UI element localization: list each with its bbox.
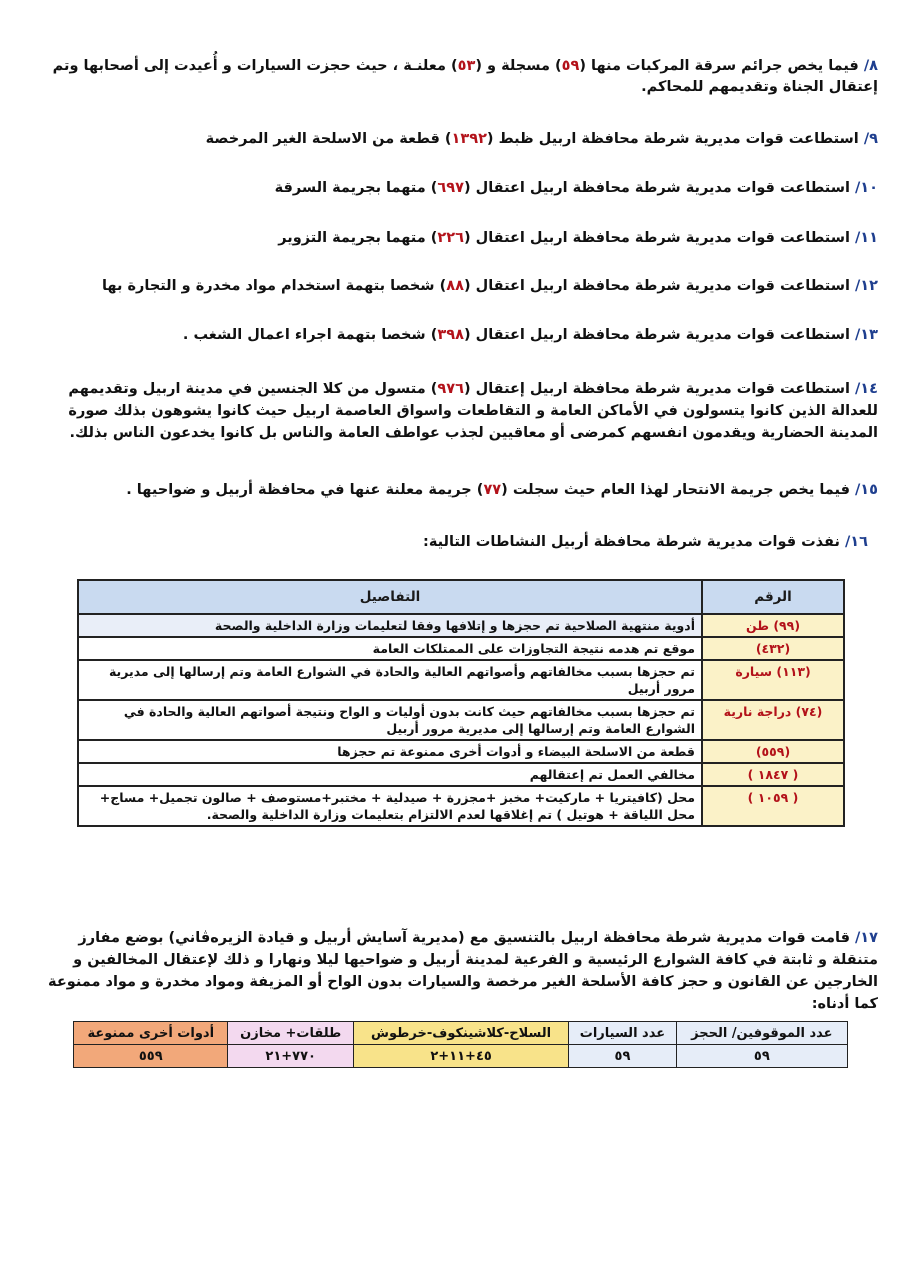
item-number: ٩/ (863, 131, 878, 147)
item-12 (38, 276, 878, 297)
item-text: قامت قوات مديرية شرطة محافظة اربيل بالتنسيق مع (مديرية آسايش أربيل و قيادة الزيرەڤاني) بوضع مفارز متنقلة و ثابتة في كافة الشوارع الرئيسية و الفرعية لمدينة أربيل و ضواحيها ليلا ونهارا و ذلك لإعتقال المخالفين و الخارجين عن القانون و حجز كافة الأسلحة الغير مرخصة والسيارات بدون الواح أو المزيفة ومواد مخدرة و مواد ممنوعة كما أدناه: (48, 930, 878, 1012)
row-number: (٩٩) طن (702, 614, 844, 637)
table-row (78, 660, 844, 700)
row-details: موقع تم هدمه نتيجة التجاوزات على الممتلكات العامة (78, 637, 702, 660)
row-number: (٧٤) دراجة نارية (702, 700, 844, 740)
row-details: مخالفي العمل تم إعتقالهم (78, 763, 702, 786)
header-details: التفاصيل (78, 580, 702, 614)
item-text: استطاعت قوات مديرية شرطة محافظة اربيل اعتقال (٨٨) شخصا بتهمة استخدام مواد مخدرة و التجارة بها (101, 278, 855, 294)
table-row (74, 1045, 848, 1068)
item-number: ١٦/ (845, 534, 868, 550)
row-details: تم حجزها بسبب مخالفاتهم وأصواتهم العالية والحادة في الشوارع العامة وتم إرسالها إلى مديرية مرور أربيل (78, 660, 702, 700)
table-row (78, 614, 844, 637)
item-number: ٨/ (863, 58, 878, 74)
row-details: تم حجزها بسبب مخالفاتهم حيث كانت بدون أوليات و الواح ونتيجة أصواتهم العالية والحادة في الشوارع العامة وتم إرسالها إلى مديرية مرور أربيل (78, 700, 702, 740)
table-row (78, 637, 844, 660)
table-header-row (74, 1022, 848, 1045)
header-other-items: أدوات أخرى ممنوعة (74, 1022, 228, 1045)
item-number: ١٠/ (855, 180, 878, 196)
header-detainees: عدد الموقوفين/ الحجز (676, 1022, 847, 1045)
item-text: استطاعت قوات مديرية شرطة محافظة اربيل ظبط (١٣٩٢) قطعة من الاسلحة الغير المرخصة (205, 131, 864, 147)
table-row (78, 740, 844, 763)
row-number: ( ١٠٥٩ ) (702, 786, 844, 826)
table-row (78, 763, 844, 786)
row-number: (٥٥٩) (702, 740, 844, 763)
value-ammo: ٧٧٠+٢١ (228, 1045, 353, 1068)
row-details: قطعة من الاسلحة البيضاء و أدوات أخرى ممنوعة تم حجزها (78, 740, 702, 763)
item-number: ١٤/ (855, 381, 878, 397)
item-number: ١٥/ (855, 482, 878, 498)
table-row (78, 700, 844, 740)
value-detainees: ٥٩ (676, 1045, 847, 1068)
value-cars: ٥٩ (569, 1045, 676, 1068)
row-details: محل (كافيتريا + ماركيت+ مخبز +مجزرة + صيدلية + مختبر+مستوصف + صالون تجميل+ مساج+ محل اللياقة + هوتيل ) تم إغلاقها لعدم الالتزام بتعليمات وزارة الداخلية والصحة. (78, 786, 702, 826)
item-17 (38, 927, 878, 1015)
item-text: استطاعت قوات مديرية شرطة محافظة اربيل اعتقال (٦٩٧) متهما بجريمة السرقة (274, 180, 855, 196)
seizures-table (73, 1021, 848, 1068)
item-16 (38, 532, 868, 553)
item-9 (38, 129, 878, 150)
item-text: استطاعت قوات مديرية شرطة محافظة اربيل اعتقال (٣٩٨) شخصا بتهمة اجراء اعمال الشغب . (182, 327, 855, 343)
item-text: فيما يخص جريمة الانتحار لهذا العام حيث سجلت (٧٧) جريمة معلنة عنها في محافظة أربيل و ضواحيها . (126, 482, 855, 498)
table-header-row (78, 580, 844, 614)
row-details: أدوية منتهية الصلاحية تم حجزها و إتلافها وفقا لتعليمات وزارة الداخلية والصحة (78, 614, 702, 637)
table-row (78, 786, 844, 826)
item-14 (38, 378, 878, 444)
item-text: نفذت قوات مديرية شرطة محافظة أربيل النشاطات التالية: (423, 534, 845, 550)
value-weapons: ٤٥+١١+٢ (353, 1045, 568, 1068)
item-number: ١٣/ (855, 327, 878, 343)
header-ammo: طلقات+ مخازن (228, 1022, 353, 1045)
item-8 (38, 56, 878, 98)
item-13 (38, 325, 878, 346)
row-number: ( ١٨٤٧ ) (702, 763, 844, 786)
activities-table (77, 579, 845, 827)
row-number: (٤٣٢) (702, 637, 844, 660)
item-number: ١١/ (855, 230, 878, 246)
item-text: استطاعت قوات مديرية شرطة محافظة اربيل إعتقال (٩٧٦) متسول من كلا الجنسين في مدينة اربيل وتقديمهم للعدالة الذين كانوا يتسولون في الأماكن العامة و التقاطعات واسواق العاصمة اربيل حيث كانوا يشوهون بذلك صورة المدينة الحضارية ويقدمون انفسهم كمرضى أو معاقيين لجذب عواطف العامة والناس بل كانوا يخدعون الناس بذلك. (68, 381, 878, 441)
header-cars: عدد السيارات (569, 1022, 676, 1045)
header-number: الرقم (702, 580, 844, 614)
item-number: ١٢/ (855, 278, 878, 294)
item-text: استطاعت قوات مديرية شرطة محافظة اربيل اعتقال (٢٢٦) متهما بجريمة التزوير (278, 230, 855, 246)
item-number: ١٧/ (855, 930, 878, 946)
header-weapons: السلاح-كلاشينكوف-خرطوش (353, 1022, 568, 1045)
item-10 (38, 178, 878, 199)
row-number: (١١٣) سيارة (702, 660, 844, 700)
item-text: فيما يخص جرائم سرقة المركبات منها (٥٩) مسجلة و (٥٣) معلنـة ، حيث حجزت السيارات و أُعيدت إلى أصحابها وتم إعتقال الجناة وتقديمهم للمحاكم. (52, 58, 878, 95)
item-15 (38, 480, 878, 501)
item-11 (38, 228, 878, 249)
value-other-items: ٥٥٩ (74, 1045, 228, 1068)
